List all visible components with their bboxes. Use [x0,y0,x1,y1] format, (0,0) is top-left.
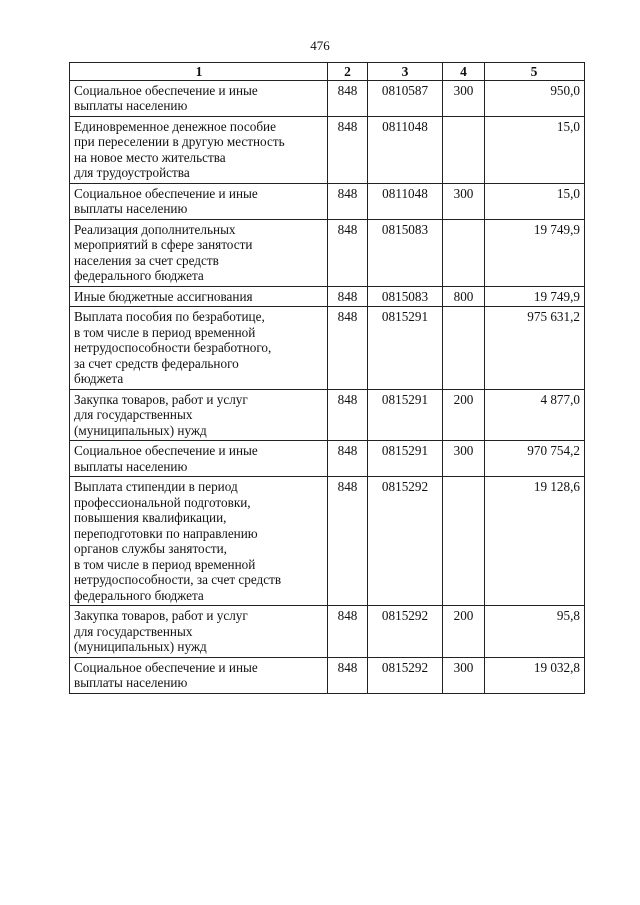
table-row [70,389,585,441]
cell-target-code: 0815083 [368,219,443,286]
budget-table [69,62,585,694]
table-row [70,286,585,307]
cell-name: Выплата пособия по безработице, в том числе в период временной нетрудоспособности безработного, за счет средств федерального бюджета [70,307,328,390]
cell-name: Единовременное денежное пособие при переселении в другую местность на новое место жительства для трудоустройства [70,116,328,183]
cell-name: Социальное обеспечение и иные выплаты населению [70,80,328,116]
cell-name: Закупка товаров, работ и услуг для государственных (муниципальных) нужд [70,606,328,658]
cell-target-code: 0815083 [368,286,443,307]
cell-ministry-code: 848 [328,183,368,219]
cell-name: Социальное обеспечение и иные выплаты населению [70,441,328,477]
cell-expense-type [443,116,485,183]
header-col-4: 4 [443,63,485,81]
cell-name: Социальное обеспечение и иные выплаты населению [70,183,328,219]
cell-amount: 950,0 [485,80,585,116]
cell-target-code: 0815291 [368,441,443,477]
cell-ministry-code: 848 [328,657,368,693]
header-col-1: 1 [70,63,328,81]
cell-amount: 19 749,9 [485,219,585,286]
cell-expense-type [443,219,485,286]
cell-target-code: 0815292 [368,657,443,693]
cell-ministry-code: 848 [328,116,368,183]
table-row [70,606,585,658]
cell-amount: 19 128,6 [485,477,585,606]
cell-expense-type: 200 [443,606,485,658]
cell-target-code: 0815292 [368,606,443,658]
cell-amount: 15,0 [485,116,585,183]
cell-expense-type: 300 [443,80,485,116]
header-col-2: 2 [328,63,368,81]
cell-amount: 4 877,0 [485,389,585,441]
cell-expense-type: 300 [443,441,485,477]
table-row [70,307,585,390]
cell-ministry-code: 848 [328,307,368,390]
table-row [70,657,585,693]
table-row [70,116,585,183]
cell-ministry-code: 848 [328,80,368,116]
table-header-row [70,63,585,81]
cell-ministry-code: 848 [328,606,368,658]
cell-ministry-code: 848 [328,441,368,477]
cell-expense-type [443,477,485,606]
cell-ministry-code: 848 [328,389,368,441]
table-row [70,441,585,477]
table-row [70,219,585,286]
cell-amount: 95,8 [485,606,585,658]
header-col-3: 3 [368,63,443,81]
table-row [70,80,585,116]
cell-expense-type: 200 [443,389,485,441]
cell-target-code: 0810587 [368,80,443,116]
cell-ministry-code: 848 [328,477,368,606]
header-col-5: 5 [485,63,585,81]
cell-amount: 15,0 [485,183,585,219]
cell-name: Иные бюджетные ассигнования [70,286,328,307]
cell-expense-type: 300 [443,657,485,693]
cell-ministry-code: 848 [328,219,368,286]
cell-target-code: 0815291 [368,389,443,441]
table-row [70,183,585,219]
cell-name: Социальное обеспечение и иные выплаты населению [70,657,328,693]
cell-name: Реализация дополнительных мероприятий в сфере занятости населения за счет средств федерального бюджета [70,219,328,286]
cell-amount: 19 032,8 [485,657,585,693]
cell-expense-type: 800 [443,286,485,307]
cell-expense-type [443,307,485,390]
cell-target-code: 0811048 [368,116,443,183]
page-number: 476 [310,38,330,53]
cell-ministry-code: 848 [328,286,368,307]
cell-target-code: 0815291 [368,307,443,390]
cell-amount: 19 749,9 [485,286,585,307]
table-row [70,477,585,606]
cell-name: Выплата стипендии в период профессиональной подготовки, повышения квалификации, переподготовки по направлению органов службы занятости, в том числе в период временной нетрудоспособности, за счет средств федерального бюджета [70,477,328,606]
cell-amount: 970 754,2 [485,441,585,477]
cell-target-code: 0811048 [368,183,443,219]
cell-expense-type: 300 [443,183,485,219]
cell-amount: 975 631,2 [485,307,585,390]
cell-name: Закупка товаров, работ и услуг для государственных (муниципальных) нужд [70,389,328,441]
cell-target-code: 0815292 [368,477,443,606]
table-body [70,80,585,693]
